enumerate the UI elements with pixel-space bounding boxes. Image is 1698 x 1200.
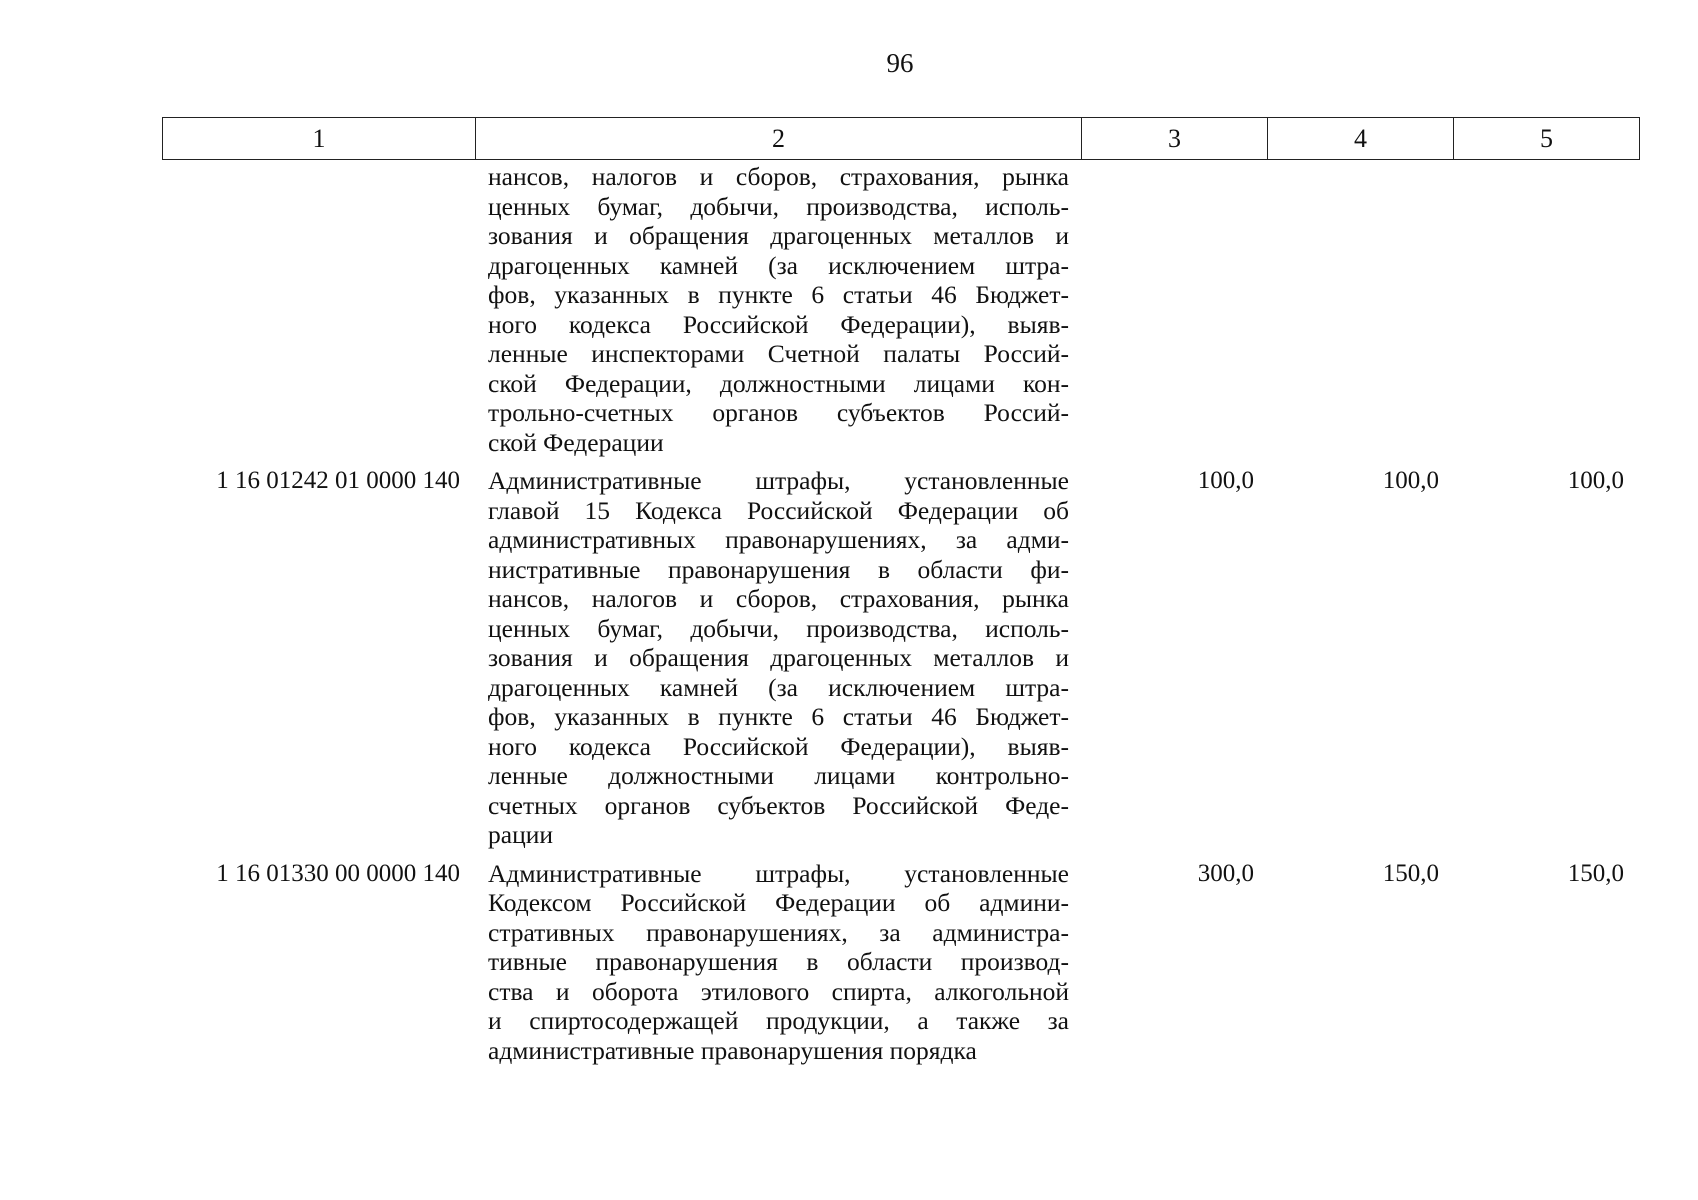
description-line: стративных правонарушениях, за администра- [488,917,1069,947]
description-line: драгоценных камней (за исключением штра- [488,250,1069,280]
table-row [162,162,1634,457]
amount-col-3: 100,0 [1197,467,1254,494]
description-line: ства и оборота этилового спирта, алкогольной [488,976,1069,1006]
header-col-3: 3 [1082,118,1268,160]
description-line: счетных органов субъектов Российской Феде- [488,790,1069,820]
header-col-1: 1 [163,118,476,160]
description-line: нансов, налогов и сборов, страхования, рынка [488,584,1069,613]
description-line: ценных бумаг, добычи, производства, исполь- [488,613,1069,643]
budget-code-cell: 1 16 01330 00 0000 140 [216,859,460,887]
description-cell [474,859,1079,1066]
description-line: зования и обращения драгоценных металлов и [488,221,1069,250]
amount-col-4: 100,0 [1382,467,1439,494]
header-col-5: 5 [1454,118,1640,160]
table-body [162,162,1634,1065]
page-number: 96 [886,48,914,78]
description-line: ценных бумаг, добычи, производства, исполь- [488,191,1069,221]
description-cell [474,466,1079,850]
description-cell [474,162,1079,457]
description-line: ного кодекса Российской Федерации), выяв- [488,309,1069,339]
description-line: фов, указанных в пункте 6 статьи 46 Бюджет- [488,280,1069,309]
table-header [162,117,1640,160]
description-line: Административные штрафы, установленные [488,858,1069,888]
budget-code-cell: 1 16 01242 01 0000 140 [216,467,460,494]
amount-col-4: 150,0 [1382,859,1439,887]
description-line: ленные инспекторами Счетной палаты Россий- [488,339,1069,368]
description-line: нансов, налогов и сборов, страхования, рынка [488,162,1069,191]
table-header-row [163,118,1640,160]
description-line: ской Федерации [488,427,664,457]
description-line: нистративные правонарушения в области фи- [488,554,1069,584]
header-col-4: 4 [1268,118,1454,160]
description-line: ленные должностными лицами контрольно- [488,761,1069,790]
table-row [162,466,1634,850]
amount-col-5: 150,0 [1567,859,1624,887]
description-line: главой 15 Кодекса Российской Федерации об [488,495,1069,525]
amount-col-3: 300,0 [1197,859,1254,887]
description-line: и спиртосодержащей продукции, а также за [488,1006,1069,1035]
table-row [162,859,1634,1066]
description-line: административных правонарушениях, за адми- [488,525,1069,554]
description-line: драгоценных камней (за исключением штра- [488,672,1069,702]
description-line: ного кодекса Российской Федерации), выяв- [488,731,1069,761]
description-line: зования и обращения драгоценных металлов и [488,643,1069,672]
description-line: рации [488,820,554,849]
description-line: Административные штрафы, установленные [488,466,1069,495]
description-line: тивные правонарушения в области производ- [488,947,1069,976]
description-line: административные правонарушения порядка [488,1035,977,1065]
description-line: ской Федерации, должностными лицами кон- [488,368,1069,398]
description-line: фов, указанных в пункте 6 статьи 46 Бюджет- [488,702,1069,731]
description-line: Кодексом Российской Федерации об админи- [488,888,1069,917]
amount-col-5: 100,0 [1567,467,1624,494]
description-line: трольно-счетных органов субъектов Россий- [488,398,1069,427]
header-col-2: 2 [476,118,1082,160]
